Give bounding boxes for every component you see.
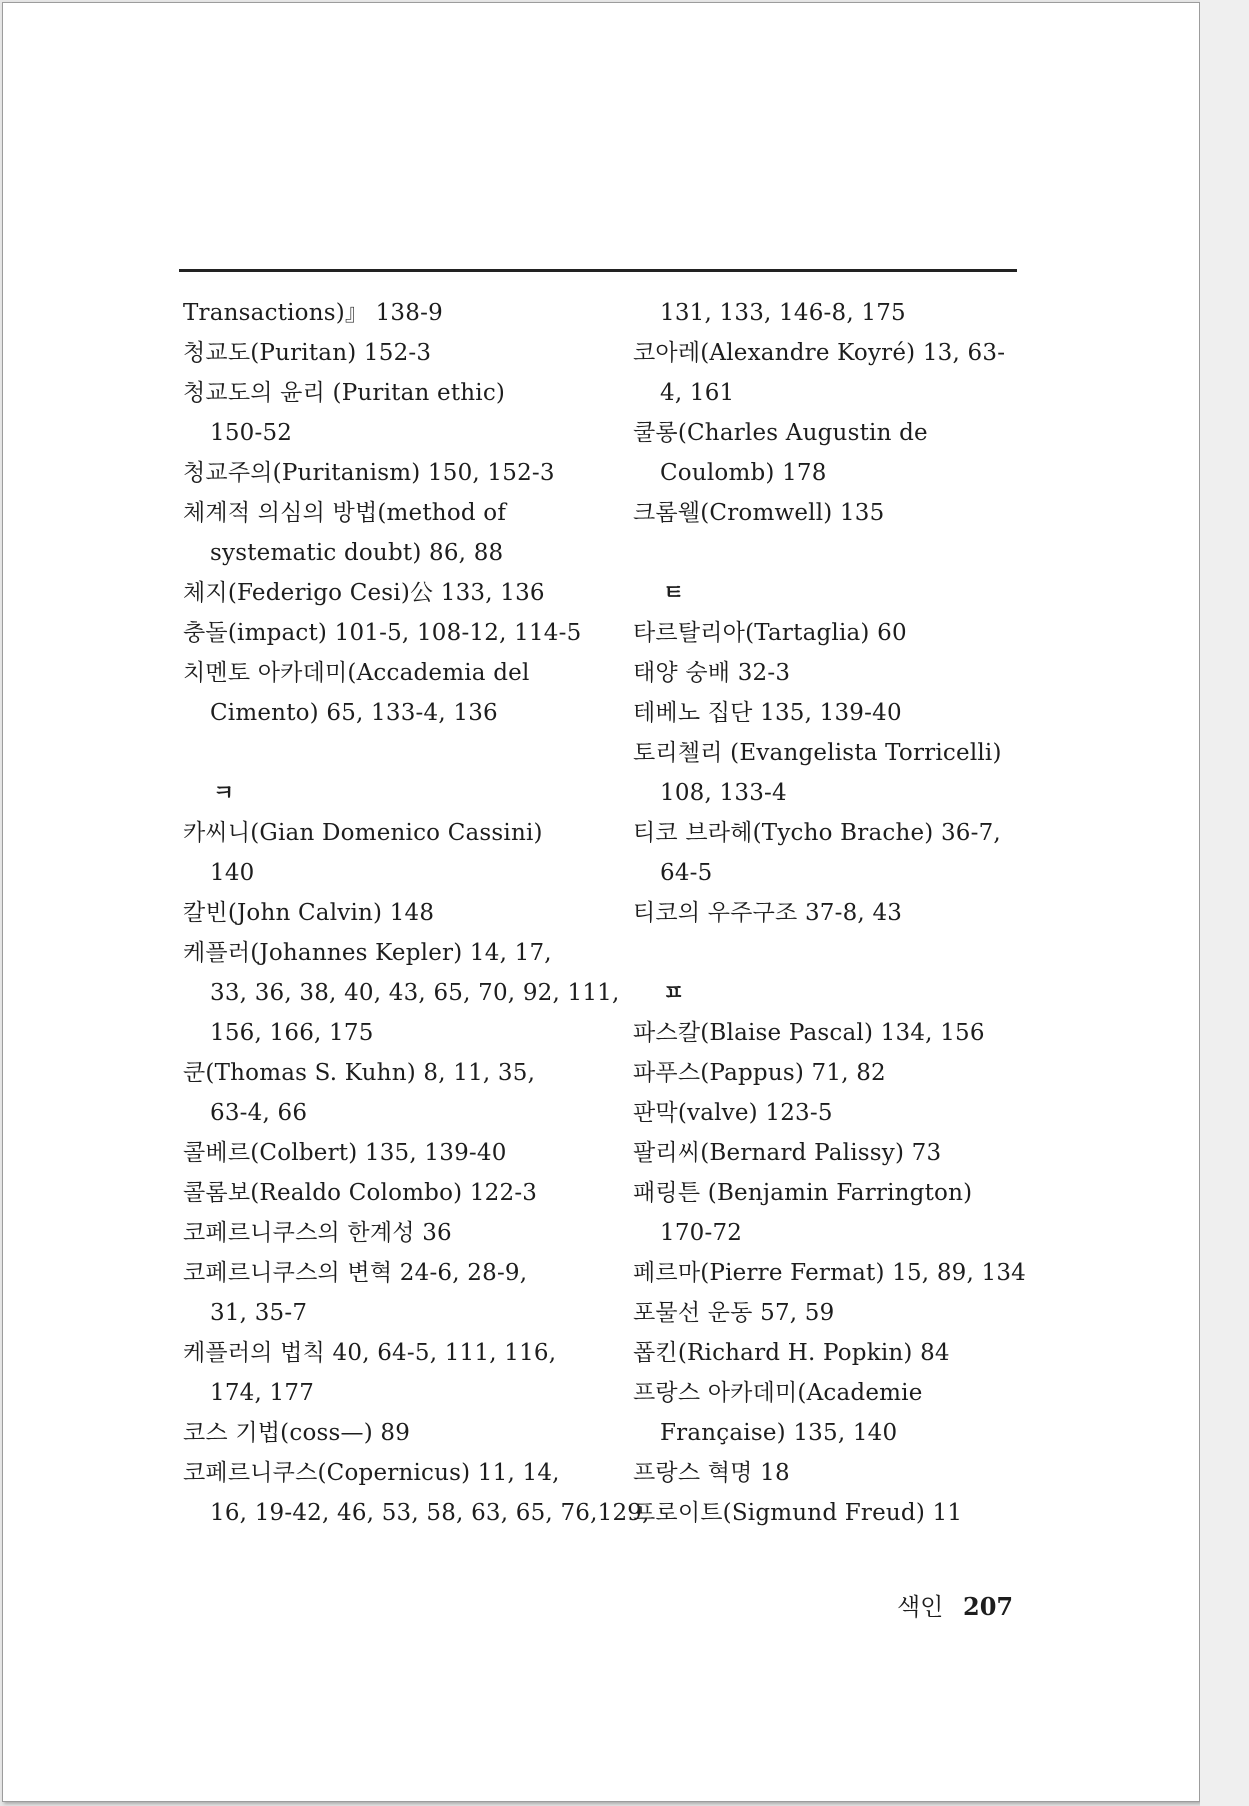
index-column-right [633,293,1053,1533]
index-entry: 프로이트(Sigmund Freud) 11 [633,1500,963,1526]
index-entry: 카씨니(Gian Domenico Cassini) [183,820,543,846]
index-entry: 판막(valve) 123-5 [633,1100,833,1126]
index-entry: 태양 숭배 32-3 [633,660,791,686]
index-entry: 치멘토 아카데미(Accademia del [183,660,530,686]
index-entry-continued: 64-5 [660,860,713,886]
index-entry: 청교도의 윤리 (Puritan ethic) [183,380,506,406]
index-entry-continued: 156, 166, 175 [210,1020,374,1046]
index-entry: 쿤(Thomas S. Kuhn) 8, 11, 35, [183,1060,536,1086]
index-entry: 크롬웰(Cromwell) 135 [633,500,885,526]
index-entry-continued: 108, 133-4 [660,780,787,806]
index-entry: 체지(Federigo Cesi)公 133, 136 [183,580,545,606]
index-entry: 체계적 의심의 방법(method of [183,500,507,526]
index-entry: 테베노 집단 135, 139-40 [633,700,902,726]
index-entry: 티코 브라헤(Tycho Brache) 36-7, [633,820,1001,846]
index-entry: 코페르니쿠스(Copernicus) 11, 14, [183,1460,560,1486]
index-entry: 팔리씨(Bernard Palissy) 73 [633,1140,942,1166]
index-entry: 토리첼리 (Evangelista Torricelli) [633,740,1002,766]
index-entry-continued: Cimento) 65, 133-4, 136 [210,700,498,726]
index-entry-continued: 140 [210,860,255,886]
section-letter: ㅍ [663,980,685,1006]
index-entry: 코스 기법(coss—) 89 [183,1420,411,1446]
index-entry: 쿨롱(Charles Augustin de [633,420,928,446]
index-entry-continued: Française) 135, 140 [660,1420,898,1446]
index-entry: 코페르니쿠스의 한계성 36 [183,1220,452,1246]
index-entry: 타르탈리아(Tartaglia) 60 [633,620,907,646]
index-column-left [183,293,653,1533]
index-entry: 프랑스 혁명 18 [633,1460,790,1486]
book-page [2,2,1200,1802]
index-entry: 파스칼(Blaise Pascal) 134, 156 [633,1020,985,1046]
index-entry-continued: 170-72 [660,1220,743,1246]
index-entry: 티코의 우주구조 37-8, 43 [633,900,903,926]
section-gap [633,533,1053,573]
index-entry: 폽킨(Richard H. Popkin) 84 [633,1340,950,1366]
index-entry: 포물선 운동 57, 59 [633,1300,835,1326]
index-entry-continued: 16, 19-42, 46, 53, 58, 63, 65, 76,129, [210,1500,650,1526]
index-entry: 콜베르(Colbert) 135, 139-40 [183,1140,507,1166]
index-entry: 패링튼 (Benjamin Farrington) [633,1180,973,1206]
index-entry-continued: 131, 133, 146-8, 175 [660,300,906,326]
section-gap [183,733,653,773]
index-entry-continued: 31, 35-7 [210,1300,308,1326]
index-entry: 칼빈(John Calvin) 148 [183,900,435,926]
section-letter: ㅋ [213,780,235,806]
index-entry: 청교주의(Puritanism) 150, 152-3 [183,460,555,486]
section-gap [633,933,1053,973]
index-entry: 콜롬보(Realdo Colombo) 122-3 [183,1180,538,1206]
page-number: 207 [963,1592,1014,1621]
index-entry-continued: 63-4, 66 [210,1100,308,1126]
index-entry: 청교도(Puritan) 152-3 [183,340,432,366]
header-rule [179,269,1017,272]
index-entry-continued: 33, 36, 38, 40, 43, 65, 70, 92, 111, [210,980,620,1006]
index-entry: 코아레(Alexandre Koyré) 13, 63- [633,340,1006,366]
index-entry: 프랑스 아카데미(Academie [633,1380,923,1406]
index-entry: 케플러(Johannes Kepler) 14, 17, [183,940,552,966]
index-entry: 케플러의 법칙 40, 64-5, 111, 116, [183,1340,557,1366]
index-entry: 페르마(Pierre Fermat) 15, 89, 134 [633,1260,1027,1286]
viewer-background [1200,0,1249,1806]
index-entry: 파푸스(Pappus) 71, 82 [633,1060,886,1086]
page-footer [897,1587,1013,1622]
index-entry-continued: 174, 177 [210,1380,315,1406]
index-entry-continued: 150-52 [210,420,293,446]
index-entry-continued: 4, 161 [660,380,735,406]
index-entry-continued: Coulomb) 178 [660,460,827,486]
section-letter: ㅌ [663,580,685,606]
index-entry: 코페르니쿠스의 변혁 24-6, 28-9, [183,1260,528,1286]
footer-label: 색인 [897,1593,944,1621]
index-entry-continued: systematic doubt) 86, 88 [210,540,504,566]
index-entry: 충돌(impact) 101-5, 108-12, 114-5 [183,620,582,646]
index-entry: Transactions)』 138-9 [183,300,443,326]
